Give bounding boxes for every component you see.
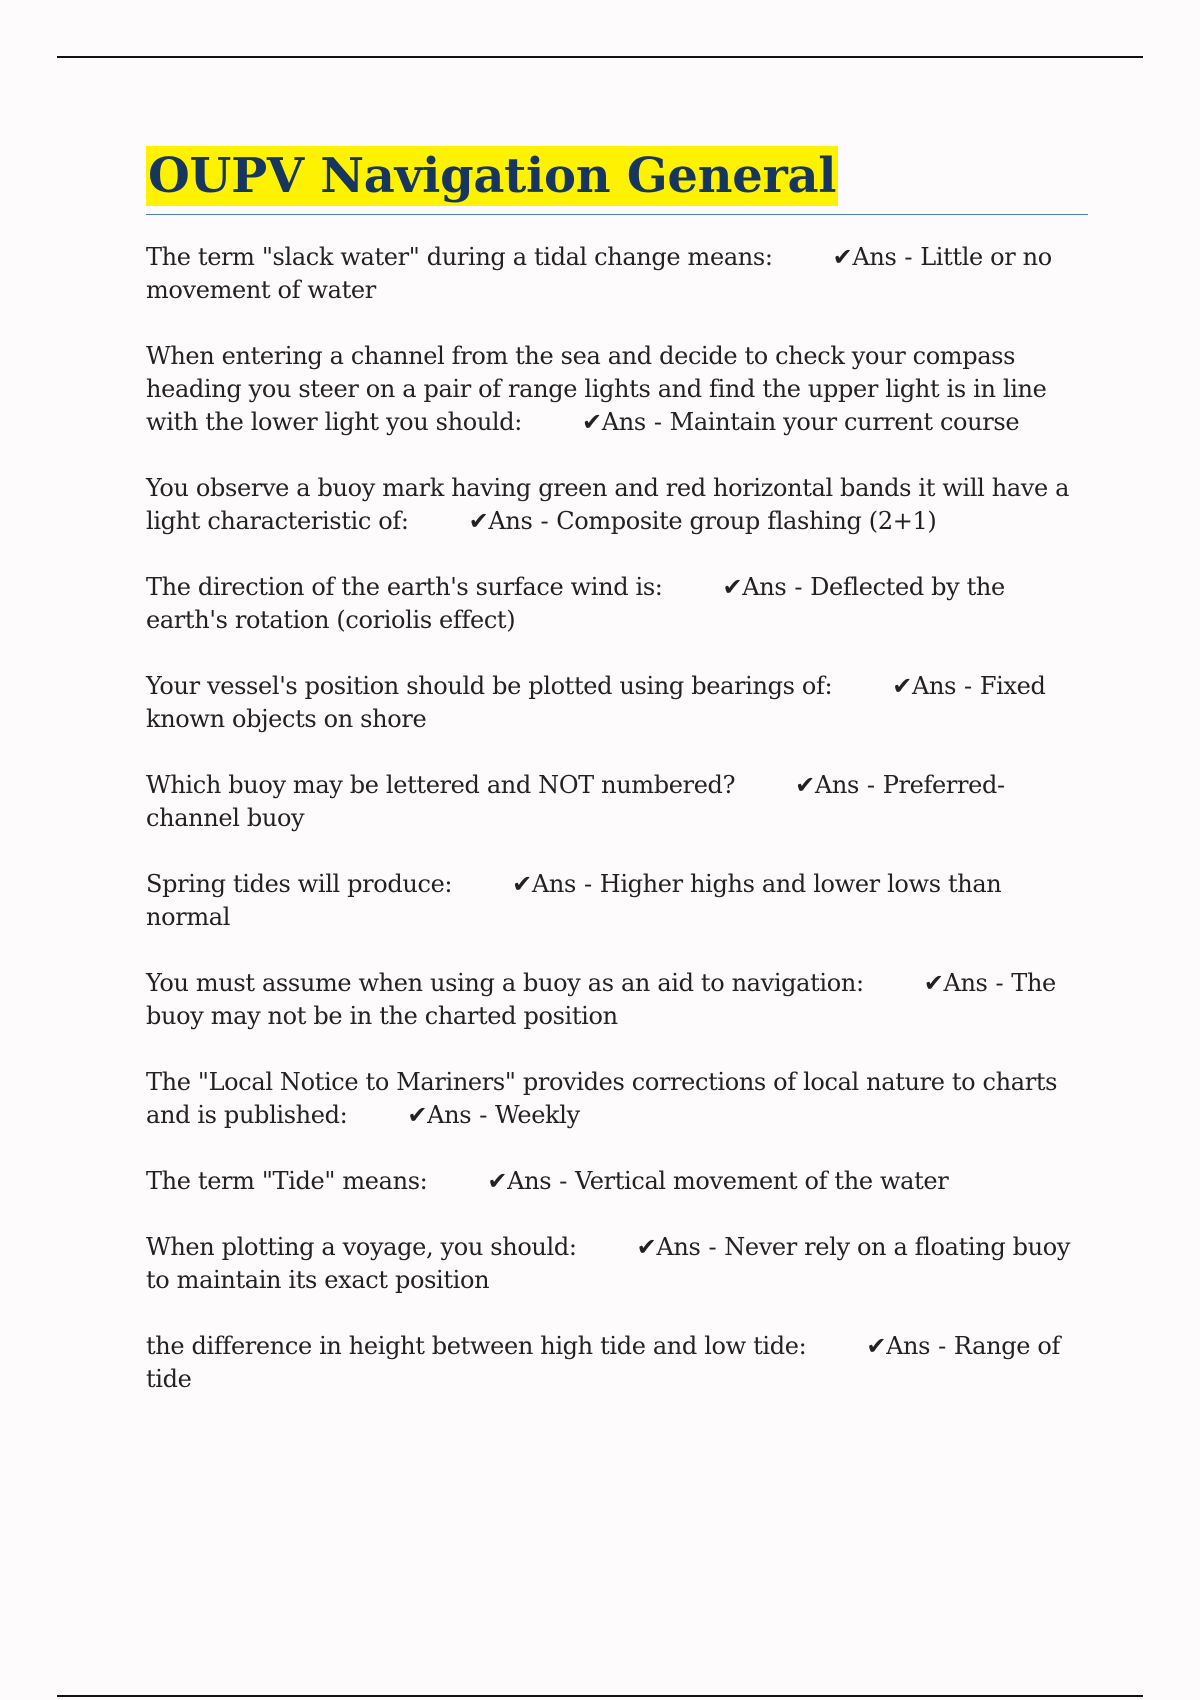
answer-text: Deflected by the earth's rotation (coriolis effect): [146, 573, 1005, 634]
qa-item: [146, 769, 1088, 835]
answer-separator: -: [964, 672, 972, 700]
answer-separator: -: [559, 1167, 567, 1195]
answer-text: Weekly: [494, 1101, 580, 1129]
answer-text: Maintain your current course: [669, 408, 1020, 436]
answer-separator: -: [584, 870, 592, 898]
answer-marker: ✔Ans: [636, 1233, 701, 1261]
question-text: The direction of the earth's surface wind is:: [146, 573, 663, 601]
question-text: You must assume when using a buoy as an aid to navigation:: [146, 969, 864, 997]
answer-text: Fixed known objects on shore: [146, 672, 1046, 733]
qa-item: [146, 1231, 1088, 1297]
qa-item: [146, 1066, 1088, 1132]
answer-text: The buoy may not be in the charted position: [146, 969, 1056, 1030]
question-text: The "Local Notice to Mariners" provides corrections of local nature to charts and is published:: [146, 1068, 1058, 1129]
qa-item: [146, 670, 1088, 736]
question-text: The term "slack water" during a tidal change means:: [146, 243, 773, 271]
answer-marker: ✔Ans: [923, 969, 988, 997]
answer-marker: ✔Ans: [795, 771, 859, 799]
top-rule: [57, 56, 1143, 58]
qa-item: [146, 868, 1088, 934]
question-text: The term "Tide" means:: [146, 1167, 428, 1195]
answer-marker: ✔Ans: [487, 1167, 552, 1195]
question-text: Spring tides will produce:: [146, 870, 453, 898]
answer-separator: -: [938, 1332, 946, 1360]
answer-text: Vertical movement of the water: [574, 1167, 949, 1195]
answer-marker: ✔Ans: [866, 1332, 931, 1360]
question-text: Your vessel's position should be plotted using bearings of:: [146, 672, 833, 700]
answer-marker: ✔Ans: [512, 870, 576, 898]
qa-item: [146, 472, 1088, 538]
answer-marker: ✔Ans: [892, 672, 957, 700]
page-title: OUPV Navigation General: [148, 148, 837, 204]
question-text: When plotting a voyage, you should:: [146, 1233, 577, 1261]
question-text: the difference in height between high tide and low tide:: [146, 1332, 807, 1360]
qa-item: [146, 340, 1088, 439]
answer-text: Composite group flashing (2+1): [556, 507, 937, 535]
answer-separator: -: [708, 1233, 717, 1261]
answer-marker: ✔Ans: [407, 1101, 472, 1129]
qa-list: [146, 241, 1088, 1396]
document-body: [146, 146, 1088, 1429]
question-text: When entering a channel from the sea and decide to check your compass heading you steer on a pair of range lights and find the upper light is in line with the lower light you should:: [146, 342, 1047, 436]
answer-text: Preferred-channel buoy: [146, 771, 1005, 832]
answer-marker: ✔Ans: [468, 507, 533, 535]
qa-item: [146, 241, 1088, 307]
answer-text: Never rely on a floating buoy to maintain its exact position: [146, 1233, 1071, 1294]
answer-marker: ✔Ans: [722, 573, 787, 601]
answer-text: Higher highs and lower lows than normal: [146, 870, 1002, 931]
title-block: [146, 146, 1088, 215]
qa-item: [146, 967, 1088, 1033]
question-text: You observe a buoy mark having green and red horizontal bands it will have a light characteristic of:: [146, 474, 1070, 535]
answer-marker: ✔Ans: [832, 243, 897, 271]
answer-separator: -: [866, 771, 875, 799]
answer-separator: -: [995, 969, 1004, 997]
qa-item: [146, 1165, 1088, 1198]
answer-separator: -: [904, 243, 913, 271]
qa-item: [146, 571, 1088, 637]
answer-text: Little or no movement of water: [146, 243, 1052, 304]
answer-separator: -: [653, 408, 662, 436]
answer-separator: -: [540, 507, 549, 535]
answer-separator: -: [794, 573, 803, 601]
question-text: Which buoy may be lettered and NOT numbered?: [146, 771, 736, 799]
bottom-rule: [57, 1695, 1143, 1697]
answer-separator: -: [479, 1101, 487, 1129]
qa-item: [146, 1330, 1088, 1396]
answer-text: Range of tide: [146, 1332, 1061, 1393]
answer-marker: ✔Ans: [582, 408, 646, 436]
